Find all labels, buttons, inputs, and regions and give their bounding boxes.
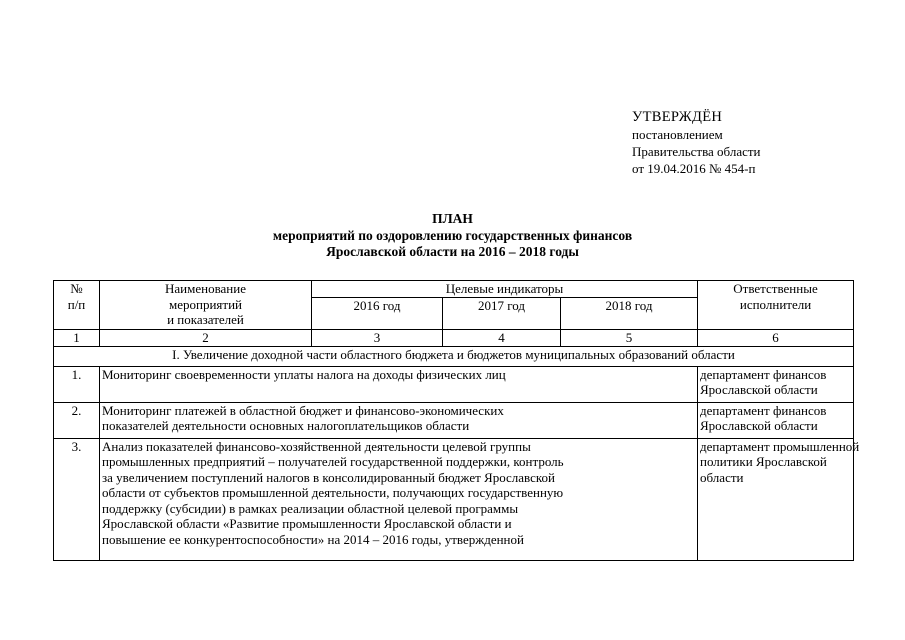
title-line: мероприятий по оздоровлению государственных финансов [272, 227, 633, 243]
title-line: ПЛАН [432, 211, 473, 226]
row-number: 3. [54, 438, 100, 560]
approval-stamp [632, 109, 761, 177]
column-number: 6 [698, 330, 854, 347]
column-number: 3 [312, 330, 443, 347]
table-row [54, 366, 854, 402]
row-number: 2. [54, 402, 100, 438]
header-year-2018: 2018 год [561, 298, 698, 330]
row-responsible: департамент финансов Ярославской области [698, 402, 854, 438]
header-year-2016: 2016 год [312, 298, 443, 330]
document-title [0, 211, 905, 261]
row-description: Мониторинг платежей в областной бюджет и финансово-экономических показателей деятельности основных налогоплательщиков области [100, 402, 698, 438]
approval-date: от 19.04.2016 № 454-п [632, 161, 756, 176]
column-number: 4 [443, 330, 561, 347]
header-name: Наименование мероприятий и показателей [100, 281, 312, 330]
header-num: № п/п [54, 281, 100, 330]
header-responsible: Ответственные исполнители [698, 281, 854, 330]
row-responsible: департамент промышленной политики Ярославской области [698, 438, 854, 560]
table-row [54, 402, 854, 438]
row-description: Анализ показателей финансово-хозяйственной деятельности целевой группы промышленных предприятий – получателей государственной поддержки, контроль за увеличением поступлений налогов в консолидированный бюджет Ярославской области от субъектов промышленной деятельности, получающих государственную поддержку (субсидии) в рамках реализации областной целевой программы Ярославской области «Развитие промышленности Ярославской области и повышение ее конкурентоспособности» на 2014 – 2016 годы, утвержденной [100, 438, 698, 560]
approval-line: Правительства области [632, 144, 761, 159]
header-row [54, 281, 854, 298]
approval-heading: УТВЕРЖДЁН [632, 109, 723, 125]
table-row [54, 438, 854, 560]
plan-table [53, 280, 860, 561]
title-line: Ярославской области на 2016 – 2018 годы [326, 244, 579, 259]
column-number: 5 [561, 330, 698, 347]
section-row [54, 346, 854, 366]
column-number: 2 [100, 330, 312, 347]
section-title: I. Увеличение доходной части областного бюджета и бюджетов муниципальных образований области [54, 346, 854, 366]
approval-line: постановлением [632, 127, 723, 142]
header-year-2017: 2017 год [443, 298, 561, 330]
header-targets: Целевые индикаторы [312, 281, 698, 298]
column-numbers-row [54, 330, 854, 347]
row-description: Мониторинг своевременности уплаты налога на доходы физических лиц [100, 366, 698, 402]
row-number: 1. [54, 366, 100, 402]
row-responsible: департамент финансов Ярославской области [698, 366, 854, 402]
column-number: 1 [54, 330, 100, 347]
